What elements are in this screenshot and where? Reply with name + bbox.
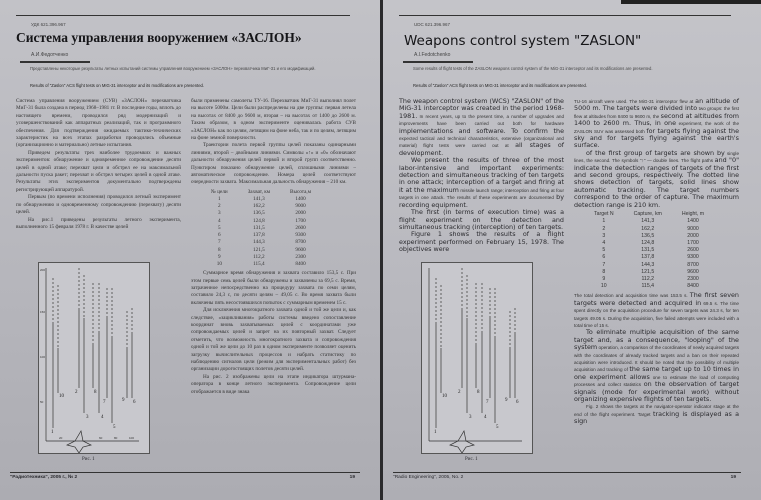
udc-code: UDC 621.396.967 bbox=[414, 22, 451, 27]
article-title: Weapons control system "ZASLON" bbox=[404, 33, 642, 49]
table-row: 3 136,5 2000 bbox=[602, 232, 699, 239]
column-header: Capture, km bbox=[633, 211, 662, 218]
capture-table bbox=[584, 211, 714, 290]
svg-text:1: 1 bbox=[51, 430, 54, 435]
russian-page bbox=[0, 0, 380, 500]
svg-text:5: 5 bbox=[113, 425, 116, 430]
svg-text:3: 3 bbox=[86, 415, 89, 420]
paragraph: На рис. 2 изображены цели на этапе индикатора штурмана-оператора в конце летного эксперимента. Сопровождение цели отображается в виде знака bbox=[191, 373, 356, 395]
paragraph: Figure 1 shows the results of a flight experiment performed on February 15, 1978. The objectives were bbox=[399, 230, 564, 254]
table-row: 2 162,2 9000 bbox=[218, 203, 306, 210]
abstract-1: Some results of flight tests of the ZASLON weapons control system of the MiG-31 interceptor and its modifications are presented. bbox=[413, 66, 653, 71]
table-row: 5 131,5 2600 bbox=[602, 247, 699, 254]
photo-shadow bbox=[621, 0, 761, 4]
svg-text:4: 4 bbox=[484, 415, 487, 420]
bottom-rule bbox=[393, 472, 741, 473]
table-row: 7 144,3 8700 bbox=[602, 261, 699, 268]
paragraph: The weapon control system (WCS) "ZASLON" of the MiG-31 interceptor was created in the period 1968-1981. In recent years, up to the present time, a number of upgrades and improvements have been carried out both for hardware implementations and software. To confirm the expected tactical and technical characteristics, extensive (organizational and material) flight tests were carried out at all stages of development. bbox=[399, 97, 564, 157]
paragraph: The total detection and acquisition time was 153.5 s. The first seven targets were detected and acquired in 69.5 s. The time spent directly on the acquisition procedure for seven targets was 24.3 s, for ten targets 49.05 s. During the acquisition, five failed attempts were included with a total time of 15 s. bbox=[574, 291, 739, 328]
paragraph: Приведем результаты трех наиболее трудоемких и важных экспериментов: обнаружение и одновременное сопровождение десяти целей в одной атаке; перехват цели и обстрел ее на максимальной дальности пуска ракет; перехват и обстрел четырех целей в одной атаке. Результаты этих экспериментов документально подтверждены регистрирующей аппаратурой. bbox=[16, 149, 181, 193]
svg-text:7: 7 bbox=[486, 400, 489, 405]
journal-footer: "Radio Engineering", 2005, No. 2 bbox=[393, 475, 464, 480]
table-row: 8 121,5 9600 bbox=[602, 268, 699, 275]
paragraph: были применены самолеты ТУ-16. Перехватчик МиГ-31 выполнял полет на высоте 5000м. Цели были распределены на две группы: первая летела на высотах от 8400 до 9600 м, вторая – на высотах от 1400 до 2600 м. Таким образом, в одном эксперименте оценивалась работа СУВ «ЗАСЛОН» как по целям, летящим на фоне неба, так и по целям, летящим на фоне земной поверхности. bbox=[191, 98, 356, 142]
author-rule bbox=[20, 61, 90, 63]
svg-text:60: 60 bbox=[99, 436, 103, 440]
table-row: 4 124,8 1700 bbox=[602, 239, 699, 246]
svg-text:100: 100 bbox=[129, 436, 135, 440]
author: A.I.Fedotchenko bbox=[414, 52, 451, 58]
paragraph: Система управления вооружением (СУВ) «ЗАСЛОН» перехватчика МиГ-31 была создана в период 1968–1981 гг. В последние годы, вплоть до настоящего времени, проводился ряд модернизаций и усовершенствований как аппаратных реализаций, так и программного обеспечения. Для подтверждения ожидаемых тактико-технических характеристик на всех этапах разработки проводились объемные (организационно и материально) летные испытания. bbox=[16, 98, 181, 149]
abstract-2: Results of "Zaslon" ACS flight tests on MIG-31 interceptor and its modifications are presented. bbox=[413, 83, 588, 88]
paragraph: TU-16 aircraft were used. The MiG-31 interceptor flew at an altitude of 5000 m. The targets were divided into two groups: the first flew at altitudes from 8400 to 9600 m, the second at altitudes from 1400 to 2600 m. Thus, in one experiment, the work of the ZASLON SUV was assessed both for targets flying against the sky and for targets flying against the earth's surface. bbox=[574, 97, 740, 150]
column-header: Захват, км bbox=[247, 188, 271, 195]
udk-code: УДК 621.396.967 bbox=[31, 22, 66, 27]
table-row: 1 141,3 1400 bbox=[218, 196, 306, 203]
author: А.И.Федотченко bbox=[31, 52, 69, 58]
table-row: 7 144,3 8700 bbox=[218, 239, 306, 246]
table-row: 6 137,8 9300 bbox=[602, 254, 699, 261]
svg-text:150: 150 bbox=[40, 310, 46, 314]
svg-text:10: 10 bbox=[442, 394, 447, 399]
paragraph: Траектории полета первой группы целей показаны одинарными линиями, второй – двойными линиями. Символы «↑» и «0» обозначают дальности обнаружения целей первой и второй групп соответственно. Пунктиром показано обнаружение целей, сплошными линиями – автоматическое сопровождение. Номера целей соответствуют очередности захвата. Максимальная дальность обнаружения – 210 км. bbox=[191, 142, 356, 186]
column-header: Height, m bbox=[681, 211, 705, 218]
table-row: 5 131,5 2600 bbox=[218, 224, 306, 231]
paragraph: Для исключения многократного захвата одной и той же цели и, как следствие, «зацикливания» работы системы введено сопоставление координат вновь захватываемых целей с координатами уже сопровождаемых целей и запрет на их повторный захват. Следует отметить, что возможность многократного захвата и сопровождения одной и той же цели до 10 раз в одном эксперименте позволяет оценить загрузку вычислительных процессов и набрать статистику по наблюдению сигналов цели (режим для экспериментальных работ) без организации дорогостоящих полетов десяти целей. bbox=[191, 307, 356, 373]
table-row: 8 121,5 9600 bbox=[218, 246, 306, 253]
table-row: 1 141,3 1400 bbox=[602, 218, 699, 225]
svg-text:50: 50 bbox=[40, 400, 44, 404]
page-number: 19 bbox=[730, 475, 736, 480]
svg-text:10: 10 bbox=[59, 394, 64, 399]
column-1 bbox=[399, 98, 564, 254]
abstract-ru: Представлены некоторые результаты летных испытаний системы управления вооружением «ЗАСЛОН» перехватчика МиГ-31 и его модификаций. bbox=[30, 66, 316, 71]
table-row: 10 115,4 8400 bbox=[600, 283, 699, 290]
bottom-rule bbox=[10, 472, 360, 473]
paragraph: To eliminate multiple acquisition of the same target and, as a consequence, "looping" of the system operation, a comparison of the coordinates of newly acquired targets with the coordinates of already tracked targets and a ban on their repeated acquisition were introduced. It should be noted that the possibility of multiple acquisition and tracking of the same target up to 10 times in one experiment allows one to estimate the load of computing processes and collect statistics on the observation of target signals (mode for experimental work) without organizing expensive flights of ten targets. bbox=[574, 328, 739, 404]
svg-text:9: 9 bbox=[505, 398, 508, 403]
svg-text:7: 7 bbox=[103, 400, 106, 405]
table-row: 9 112,2 2300 bbox=[218, 253, 306, 260]
paragraph: Суммарное время обнаружения и захвата составило 153,5 с. При этом первые семь целей были обнаружены и захвачены за 69,5 с. Время, затраченное непосредственно на процедуру захвата по семи целям, составило 24,3 с, по десяти целям – 49,05 с. Во время захвата были включены пять несостоявшихся попыток с суммарным временем 15 с. bbox=[191, 270, 356, 306]
svg-text:9: 9 bbox=[122, 398, 125, 403]
svg-text:8: 8 bbox=[477, 390, 480, 395]
capture-table bbox=[201, 189, 321, 268]
svg-text:8: 8 bbox=[94, 390, 97, 395]
table-row: 9 112,2 2300 bbox=[602, 275, 699, 282]
column-header: Target N bbox=[594, 211, 614, 218]
figure-1 bbox=[38, 262, 150, 454]
paragraph: of the first group of targets are shown by single lines, the second. The symbols "↑" — double lines. The flight paths and "0" indicate the detection ranges of targets of the first and second groups, respectively. The dotted line shows detection of targets, solid lines show automatic tracking. The target numbers correspond to the order of capture. The maximum detection range is 210 km. bbox=[574, 148, 740, 209]
figure-1 bbox=[421, 262, 533, 454]
trajectory-chart bbox=[422, 263, 532, 453]
table-row: 10 115,4 8400 bbox=[216, 260, 306, 267]
column-1 bbox=[16, 98, 181, 231]
figure-caption: Рис. 1 bbox=[465, 457, 478, 462]
column-2 bbox=[574, 98, 739, 426]
paragraph: Первым (по времени исполнения) проводился летный эксперимент по обнаружению и одновременному сопровождению (перехвату) десяти целей. bbox=[16, 194, 181, 216]
paragraph: We present the results of three of the most labor-intensive and important experiments: detection and simultaneous tracking of ten targets in one attack; interception of a target and firing at it at the maximum missile launch range; interception and firing at four targets in one attack. The results of these experiments are documented by recording equipment. bbox=[399, 156, 564, 209]
abstract-en: Results of "Zaslon" ACS flight tests on MIG-31 interceptor and its modifications are presented. bbox=[30, 83, 205, 88]
paragraph: The first (in terms of execution time) was a flight experiment on the detection and simultaneous tracking (interception) of ten targets. bbox=[399, 208, 564, 231]
top-rule bbox=[16, 15, 350, 16]
column-2 bbox=[191, 98, 356, 396]
table-row: 6 137,8 9300 bbox=[218, 232, 306, 239]
figure-caption: Рис. 1 bbox=[82, 457, 95, 462]
author-rule bbox=[403, 61, 473, 63]
svg-text:200: 200 bbox=[40, 268, 46, 272]
svg-text:5: 5 bbox=[496, 425, 499, 430]
svg-text:4: 4 bbox=[101, 415, 104, 420]
article-title: Система управления вооружением «ЗАСЛОН» bbox=[16, 30, 302, 45]
svg-text:2: 2 bbox=[75, 390, 78, 395]
table-row: 2 162,2 9000 bbox=[602, 225, 699, 232]
top-rule bbox=[399, 15, 731, 16]
svg-text:3: 3 bbox=[469, 415, 472, 420]
svg-text:100: 100 bbox=[40, 355, 46, 359]
paragraph: На рис.1 приведены результаты летного эксперимента, выполненного 15 февраля 1978 г. В качестве целей bbox=[16, 216, 181, 230]
table-row: 3 136,5 2000 bbox=[218, 210, 306, 217]
paragraph: Fig. 2 shows the targets at the navigator-operator indicator stage at the end of the flight experiment. Target tracking is displayed as a sign bbox=[574, 404, 740, 426]
svg-text:20: 20 bbox=[59, 436, 63, 440]
page-number: 19 bbox=[349, 475, 355, 480]
english-page bbox=[383, 0, 761, 500]
table-row: 4 124,8 1700 bbox=[218, 217, 306, 224]
journal-footer: "Радиотехника", 2005 г., № 2 bbox=[10, 475, 78, 480]
trajectory-chart bbox=[39, 263, 149, 453]
svg-text:2: 2 bbox=[458, 390, 461, 395]
svg-text:80: 80 bbox=[114, 436, 118, 440]
column-header: Высота,м bbox=[290, 188, 312, 195]
svg-text:1: 1 bbox=[434, 430, 437, 435]
svg-text:6: 6 bbox=[516, 400, 519, 405]
column-header: № цели bbox=[211, 188, 228, 195]
svg-text:6: 6 bbox=[133, 400, 136, 405]
